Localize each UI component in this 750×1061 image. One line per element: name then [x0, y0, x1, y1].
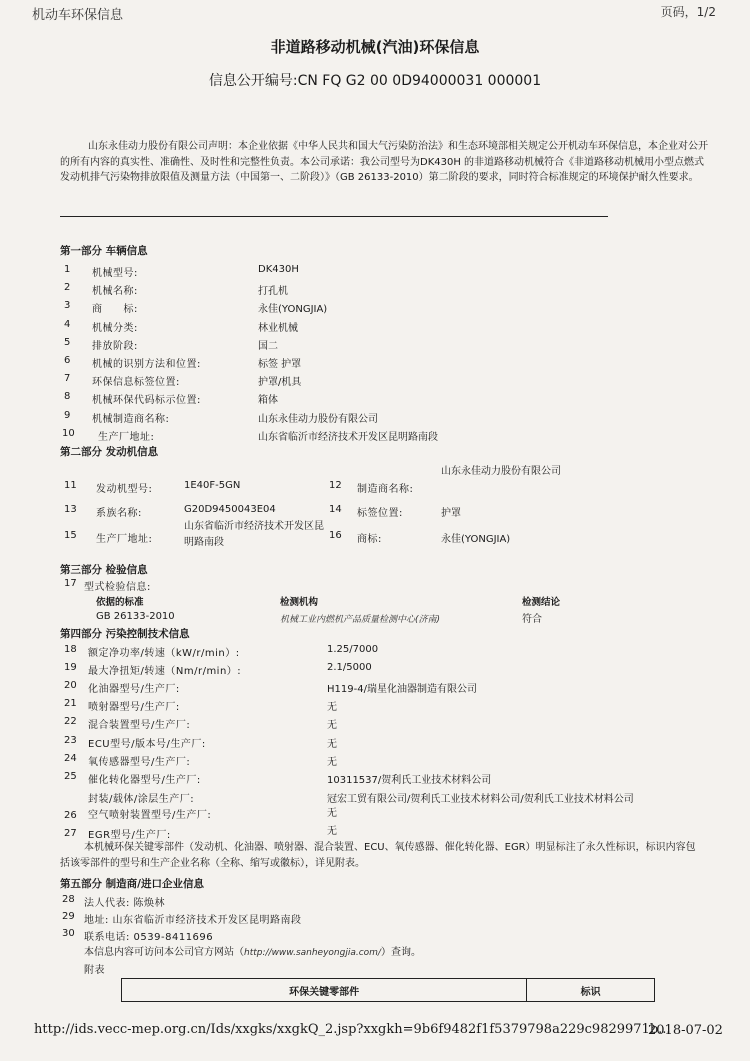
section-title-manufacturer: 第五部分 制造商/进口企业信息 — [60, 878, 204, 890]
vehicle-field-value: 国二 — [258, 340, 278, 352]
row-number: 1 — [64, 264, 71, 275]
company-address: 地址: 山东省临沂市经济技术开发区昆明路南段 — [84, 915, 302, 926]
row-number: 22 — [64, 716, 77, 728]
vehicle-field-label: 商 标: — [92, 304, 138, 316]
pollution-field-value: 无 — [327, 702, 337, 714]
attachment-table — [121, 978, 655, 1002]
inspection-org-value: 机械工业内燃机产品质量检测中心(济南) — [280, 615, 441, 625]
column-header-result: 检测结论 — [522, 597, 561, 608]
engine-model-label: 发动机型号: — [96, 484, 153, 495]
pollution-field-value: 1.25/7000 — [327, 644, 379, 655]
family-name-value: G20D9450043E04 — [184, 504, 276, 515]
pollution-field-label: 氧传感器型号/生产厂: — [88, 756, 191, 768]
website-line — [84, 943, 421, 958]
row-number: 16 — [329, 530, 342, 541]
result-value: 符合 — [522, 614, 542, 625]
pollution-field-label: 催化转化器型号/生产厂: — [88, 774, 201, 786]
vehicle-field-label: 机械的识别方法和位置: — [92, 359, 201, 370]
row-number: 18 — [64, 644, 77, 655]
vehicle-field-value: 林业机械 — [258, 322, 298, 334]
section-title-engine: 第二部分 发动机信息 — [60, 446, 159, 458]
row-number: 8 — [64, 391, 71, 403]
engine-model-value: 1E40F-5GN — [184, 480, 241, 491]
label-position-label: 标签位置: — [357, 508, 403, 519]
row-number: 17 — [64, 578, 77, 589]
factory-address-value: 山东省临沂市经济技术开发区昆明路南段 — [184, 521, 324, 548]
vehicle-field-label: 机械制造商名称: — [92, 413, 170, 425]
pollution-field-label: 喷射器型号/生产厂: — [88, 702, 180, 714]
website-link[interactable]: http://www.sanheyongjia.com/ — [244, 948, 381, 958]
vehicle-field-value: 山东永佳动力股份有限公司 — [258, 413, 378, 425]
declaration-paragraph: 山东永佳动力股份有限公司声明：本企业依据《中华人民共和国大气污染防治法》和生态环境部相关规定公开机动车环保信息，本企业对公开的所有内容的真实性、准确性、及时性和完整性负责。本公司承诺：我公司型号为DK430H 的非道路移动机械符合《非道路移动机械用小型点燃式发动机排气污染物排放限值及测量方法（中国第一、二阶段）》（GB 26133-2010）第二阶段的要求，同时符合标准规定的环境保护耐久性要求。 — [60, 141, 708, 183]
vehicle-field-value: 标签 护罩 — [258, 359, 302, 370]
pollution-field-value: 2.1/5000 — [327, 662, 372, 674]
pollution-field-label: 混合装置型号/生产厂: — [88, 720, 191, 732]
vehicle-field-label: 机械分类: — [92, 322, 138, 334]
contact-phone: 联系电话: 0539-8411696 — [84, 932, 214, 943]
row-number: 27 — [64, 828, 77, 839]
component-marking-note: 本机械环保关键零部件（发动机、化油器、喷射器、混合装置、ECU、氧传感器、催化转化器、EGR）明显标注了永久性标识，标识内容包括该零部件的型号和生产企业名称（全称、缩写或徽标），详见附表。 — [60, 842, 696, 869]
pollution-field-value: 无 — [327, 756, 337, 768]
pollution-field-value: 无 — [327, 738, 337, 750]
pollution-field-label: 最大净扭矩/转速（Nm/r/min）: — [88, 666, 242, 678]
source-url: http://ids.vecc-mep.org.cn/Ids/xxgks/xxgkQ_2.jsp?xxgkh=9b6f9482f1f5379798a229c9829971b... — [34, 1022, 671, 1037]
row-number: 23 — [64, 734, 77, 746]
website-prefix: 本信息内容可访问本公司官方网站（ — [84, 947, 244, 958]
type-inspection-label: 型式检验信息: — [84, 582, 151, 593]
section-title-inspection: 第三部分 检验信息 — [60, 564, 148, 576]
info-number: 信息公开编号:CN FQ G2 00 0D94000031 000001 — [208, 73, 542, 89]
standard-value: GB 26133-2010 — [96, 611, 175, 622]
row-number: 10 — [62, 427, 75, 439]
vehicle-field-value: 护罩/机具 — [258, 377, 302, 389]
row-number: 21 — [64, 698, 77, 710]
brand-label: 商标: — [357, 534, 382, 545]
air-injection-value: 无 — [327, 808, 337, 819]
attachment-label: 附表 — [84, 965, 105, 976]
row-number: 29 — [62, 911, 75, 922]
manufacturer-name-label: 制造商名称: — [357, 484, 414, 495]
vehicle-field-value: 打孔机 — [258, 286, 288, 298]
page-header-title: 机动车环保信息 — [32, 8, 124, 23]
package-carrier-value: 冠宏工贸有限公司/贺利氏工业技术材料公司/贺利氏工业技术材料公司 — [327, 794, 634, 805]
factory-address-label: 生产厂地址: — [96, 534, 153, 545]
row-number: 7 — [64, 373, 71, 385]
legal-representative: 法人代表: 陈焕林 — [84, 898, 166, 909]
manufacturer-name-value: 山东永佳动力股份有限公司 — [441, 466, 561, 477]
vehicle-field-value: DK430H — [258, 264, 299, 275]
column-header-standard: 依据的标准 — [96, 597, 144, 608]
row-number: 4 — [64, 318, 71, 330]
row-number: 30 — [62, 928, 75, 939]
brand-value: 永佳(YONGJIA) — [441, 534, 511, 545]
package-carrier-label: 封装/载体/涂层生产厂: — [88, 794, 195, 805]
vehicle-field-label: 排放阶段: — [92, 340, 138, 352]
vehicle-field-label: 机械名称: — [92, 286, 138, 298]
row-number: 6 — [64, 355, 71, 366]
air-injection-label: 空气喷射装置型号/生产厂: — [88, 810, 212, 821]
row-number: 28 — [62, 894, 75, 905]
row-number: 3 — [64, 300, 71, 312]
family-name-label: 系族名称: — [96, 508, 142, 519]
website-suffix: ）查询。 — [380, 947, 421, 958]
column-header-org: 检测机构 — [280, 597, 319, 608]
section-title-vehicle: 第一部分 车辆信息 — [60, 245, 148, 257]
egr-label: EGR型号/生产厂: — [88, 830, 171, 841]
row-number: 20 — [64, 680, 77, 692]
label-position-value: 护罩 — [441, 508, 461, 519]
row-number: 24 — [64, 752, 77, 764]
pollution-field-value: 10311537/贺利氏工业技术材料公司 — [327, 774, 492, 786]
row-number: 15 — [64, 530, 77, 541]
row-number: 2 — [64, 282, 71, 294]
pollution-field-label: 额定净功率/转速（kW/r/min）: — [88, 648, 240, 659]
row-number: 19 — [64, 662, 77, 674]
row-number: 26 — [64, 810, 77, 821]
pollution-field-label: ECU型号/版本号/生产厂: — [88, 738, 206, 750]
print-date: 2018-07-02 — [648, 1023, 723, 1038]
pollution-field-value: H119-4/瑞星化油器制造有限公司 — [327, 684, 477, 696]
vehicle-field-label: 机械型号: — [92, 268, 138, 279]
row-number: 25 — [64, 770, 77, 782]
vehicle-field-label: 机械环保代码标示位置: — [92, 395, 201, 407]
vehicle-field-value: 箱体 — [258, 395, 278, 407]
row-number: 9 — [64, 409, 71, 421]
pollution-field-value: 无 — [327, 720, 337, 732]
table-header-component: 环保关键零部件 — [122, 979, 527, 1002]
row-number: 13 — [64, 504, 77, 515]
vehicle-field-label: 环保信息标签位置: — [92, 377, 180, 389]
pollution-field-label: 化油器型号/生产厂: — [88, 684, 180, 696]
vehicle-field-value: 山东省临沂市经济技术开发区昆明路南段 — [258, 431, 438, 443]
row-number: 12 — [329, 480, 342, 491]
vehicle-field-value: 永佳(YONGJIA) — [258, 304, 328, 316]
table-header-row — [122, 979, 655, 1002]
row-number: 5 — [64, 336, 71, 348]
vehicle-field-label: 生产厂地址: — [98, 431, 155, 443]
document-title: 非道路移动机械(汽油)环保信息 — [270, 38, 480, 56]
page-number: 页码，1/2 — [660, 5, 716, 19]
divider — [60, 216, 608, 217]
row-number: 14 — [329, 504, 342, 515]
section-title-pollution-control: 第四部分 污染控制技术信息 — [60, 628, 190, 640]
egr-value: 无 — [327, 826, 337, 837]
row-number: 11 — [64, 480, 77, 491]
table-header-marking: 标识 — [527, 979, 655, 1002]
